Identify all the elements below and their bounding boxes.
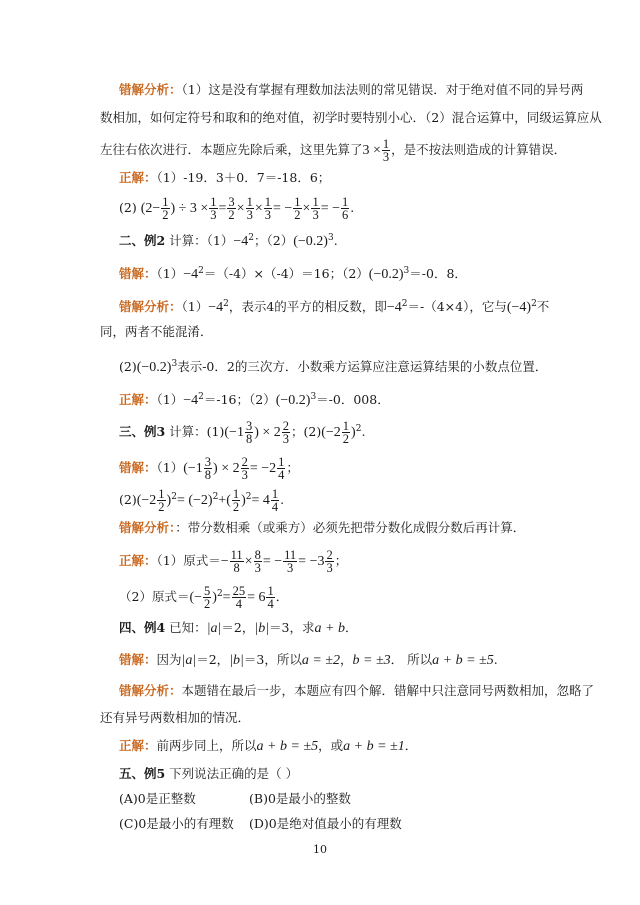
option-row-2 — [119, 816, 234, 832]
label-example-4: 四、例4 — [119, 620, 166, 635]
wrong-solution-3-line-1: 错解：（1）(−1 $\frac{3}{8}$ ) × 2 $\frac{2}{3}$ = −2 $\frac{1}{4}$ ； — [119, 455, 299, 482]
option-a: (A)0是正整数 — [119, 791, 196, 806]
label-solution: 正解： — [119, 553, 157, 568]
error-analysis-3: 错解分析：：带分数相乘（或乘方）必须先把带分数化成假分数后再计算． — [119, 520, 526, 535]
wrong-solution-2: 错解：$(1)-4^2=(-4)\times(-4)=16$；$(2)(-0.2)^3=-0$．8． — [119, 266, 467, 283]
solution-1-line-2: (2) (2− $\frac{1}{2}$ ) ÷ 3 × $\frac{1}{3}$ = $\frac{3}{2}$ × $\frac{1}{3}$ × $\frac{1}{3}$ = − $\frac{1}{2}$ × $\frac{1}{3}$ = − $\frac{1}{6}$ . — [119, 195, 355, 222]
wrong-solution-4: 错解：因为|a|＝2，|b|＝3，所以a = ±2，b = ±3． 所以a + b = ±5. — [119, 652, 498, 668]
error-analysis-4-line-1: 错解分析：本题错在最后一步，本题应有四个解．错解中只注意同号两数相加，忽略了 — [119, 683, 595, 698]
label-error-analysis: 错解分析： — [119, 299, 182, 315]
error-analysis-1-line-1: 错解分析：（1）这是没有掌握有理数加法法则的常见错误．对于绝对值不同的异号两 — [119, 82, 584, 97]
page-number: 10 — [313, 843, 327, 856]
label-solution: 正解： — [119, 392, 157, 408]
error-analysis-1-line-3: 左往右依次进行．本题应先除后乘，这里先算了3 × $\frac{1}{3}$ ，是不按法则造成的计算错误． — [100, 137, 567, 164]
option-c: (C)0是最小的有理数 — [119, 816, 234, 831]
option-b-wrap — [249, 791, 351, 807]
solution-1-line-1: 正解：（1）-19．3＋0．7＝-18．6； — [119, 170, 331, 185]
label-example-5: 五、例5 — [119, 766, 166, 781]
label-example-2: 二、例2 — [119, 233, 166, 249]
error-analysis-4-line-2: 还有异号两数相加的情况． — [100, 710, 251, 725]
error-analysis-1-line-2: 数相加，如何定符号和取和的绝对值，初学时要特别小心．（2）混合运算中，同级运算应从 — [100, 110, 602, 125]
error-analysis-2-line-1: 错解分析：$(1)-4^2$，表示4的平方的相反数，即$-4^2=-(4\times 4)$，它与$(-4)^2$不 — [119, 299, 550, 316]
label-error-analysis: 错解分析： — [119, 520, 176, 535]
label-wrong-solution: 错解： — [119, 266, 157, 282]
label-wrong-solution: 错解： — [119, 460, 157, 475]
label-example-3: 三、例3 — [119, 424, 166, 439]
solution-4: 正解：前两步同上，所以a + b = ±5，或a + b = ±1． — [119, 738, 418, 754]
label-wrong-solution: 错解： — [119, 652, 157, 667]
solution-2: 正解：$(1)-4^2=-16$；$(2)(-0.2)^3=-0$．008． — [119, 392, 390, 409]
label-error-analysis: 错解分析： — [119, 82, 182, 97]
example-2-heading: 二、例2 计算：$(1)-4^2$；$(2)(-0.2)^3$. — [119, 233, 338, 250]
option-d: (D)0是绝对值最小的有理数 — [249, 816, 402, 831]
solution-3-line-2: （2）原式＝(− $\frac{5}{2}$ )$^2$= $\frac{25}{4}$ = 6 $\frac{1}{4}$ ． — [119, 584, 289, 611]
error-analysis-2-line-3: $(2)(-0.2)^3$表示-0．2的三次方．小数乘方运算应注意运算结果的小数点位置． — [119, 359, 548, 376]
option-row-1 — [119, 791, 196, 807]
solution-3-line-1: 正解：（1）原式＝− $\frac{11}{8}$ × $\frac{8}{3}$ = − $\frac{11}{3}$ = −3 $\frac{2}{3}$ ； — [119, 548, 348, 575]
error-analysis-2-line-2: 同，两者不能混淆． — [100, 324, 213, 339]
example-5-heading: 五、例5 下列说法正确的是（ ） — [119, 766, 299, 781]
label-error-analysis: 错解分析： — [119, 683, 182, 698]
label-solution: 正解： — [119, 170, 157, 185]
option-d-wrap — [249, 816, 402, 832]
label-solution: 正解： — [119, 738, 157, 753]
example-3-heading: 三、例3 计算：(1)(−1 $\frac{3}{8}$ ) × 2 $\frac{2}{3}$ ；(2)(−2 $\frac{1}{2}$ )$^2$. — [119, 419, 366, 446]
wrong-solution-3-line-2: (2)(−2 $\frac{1}{2}$ )$^2= (-2)^2+$( $\frac{1}{2}$ )$^2$= 4 $\frac{1}{4}$ . — [119, 487, 285, 514]
example-4-heading: 四、例4 已知：|a|＝2，|b|＝3，求a + b． — [119, 620, 358, 636]
fraction: $\frac{1}{3}$ — [382, 137, 390, 164]
option-b: (B)0是最小的整数 — [249, 791, 351, 806]
